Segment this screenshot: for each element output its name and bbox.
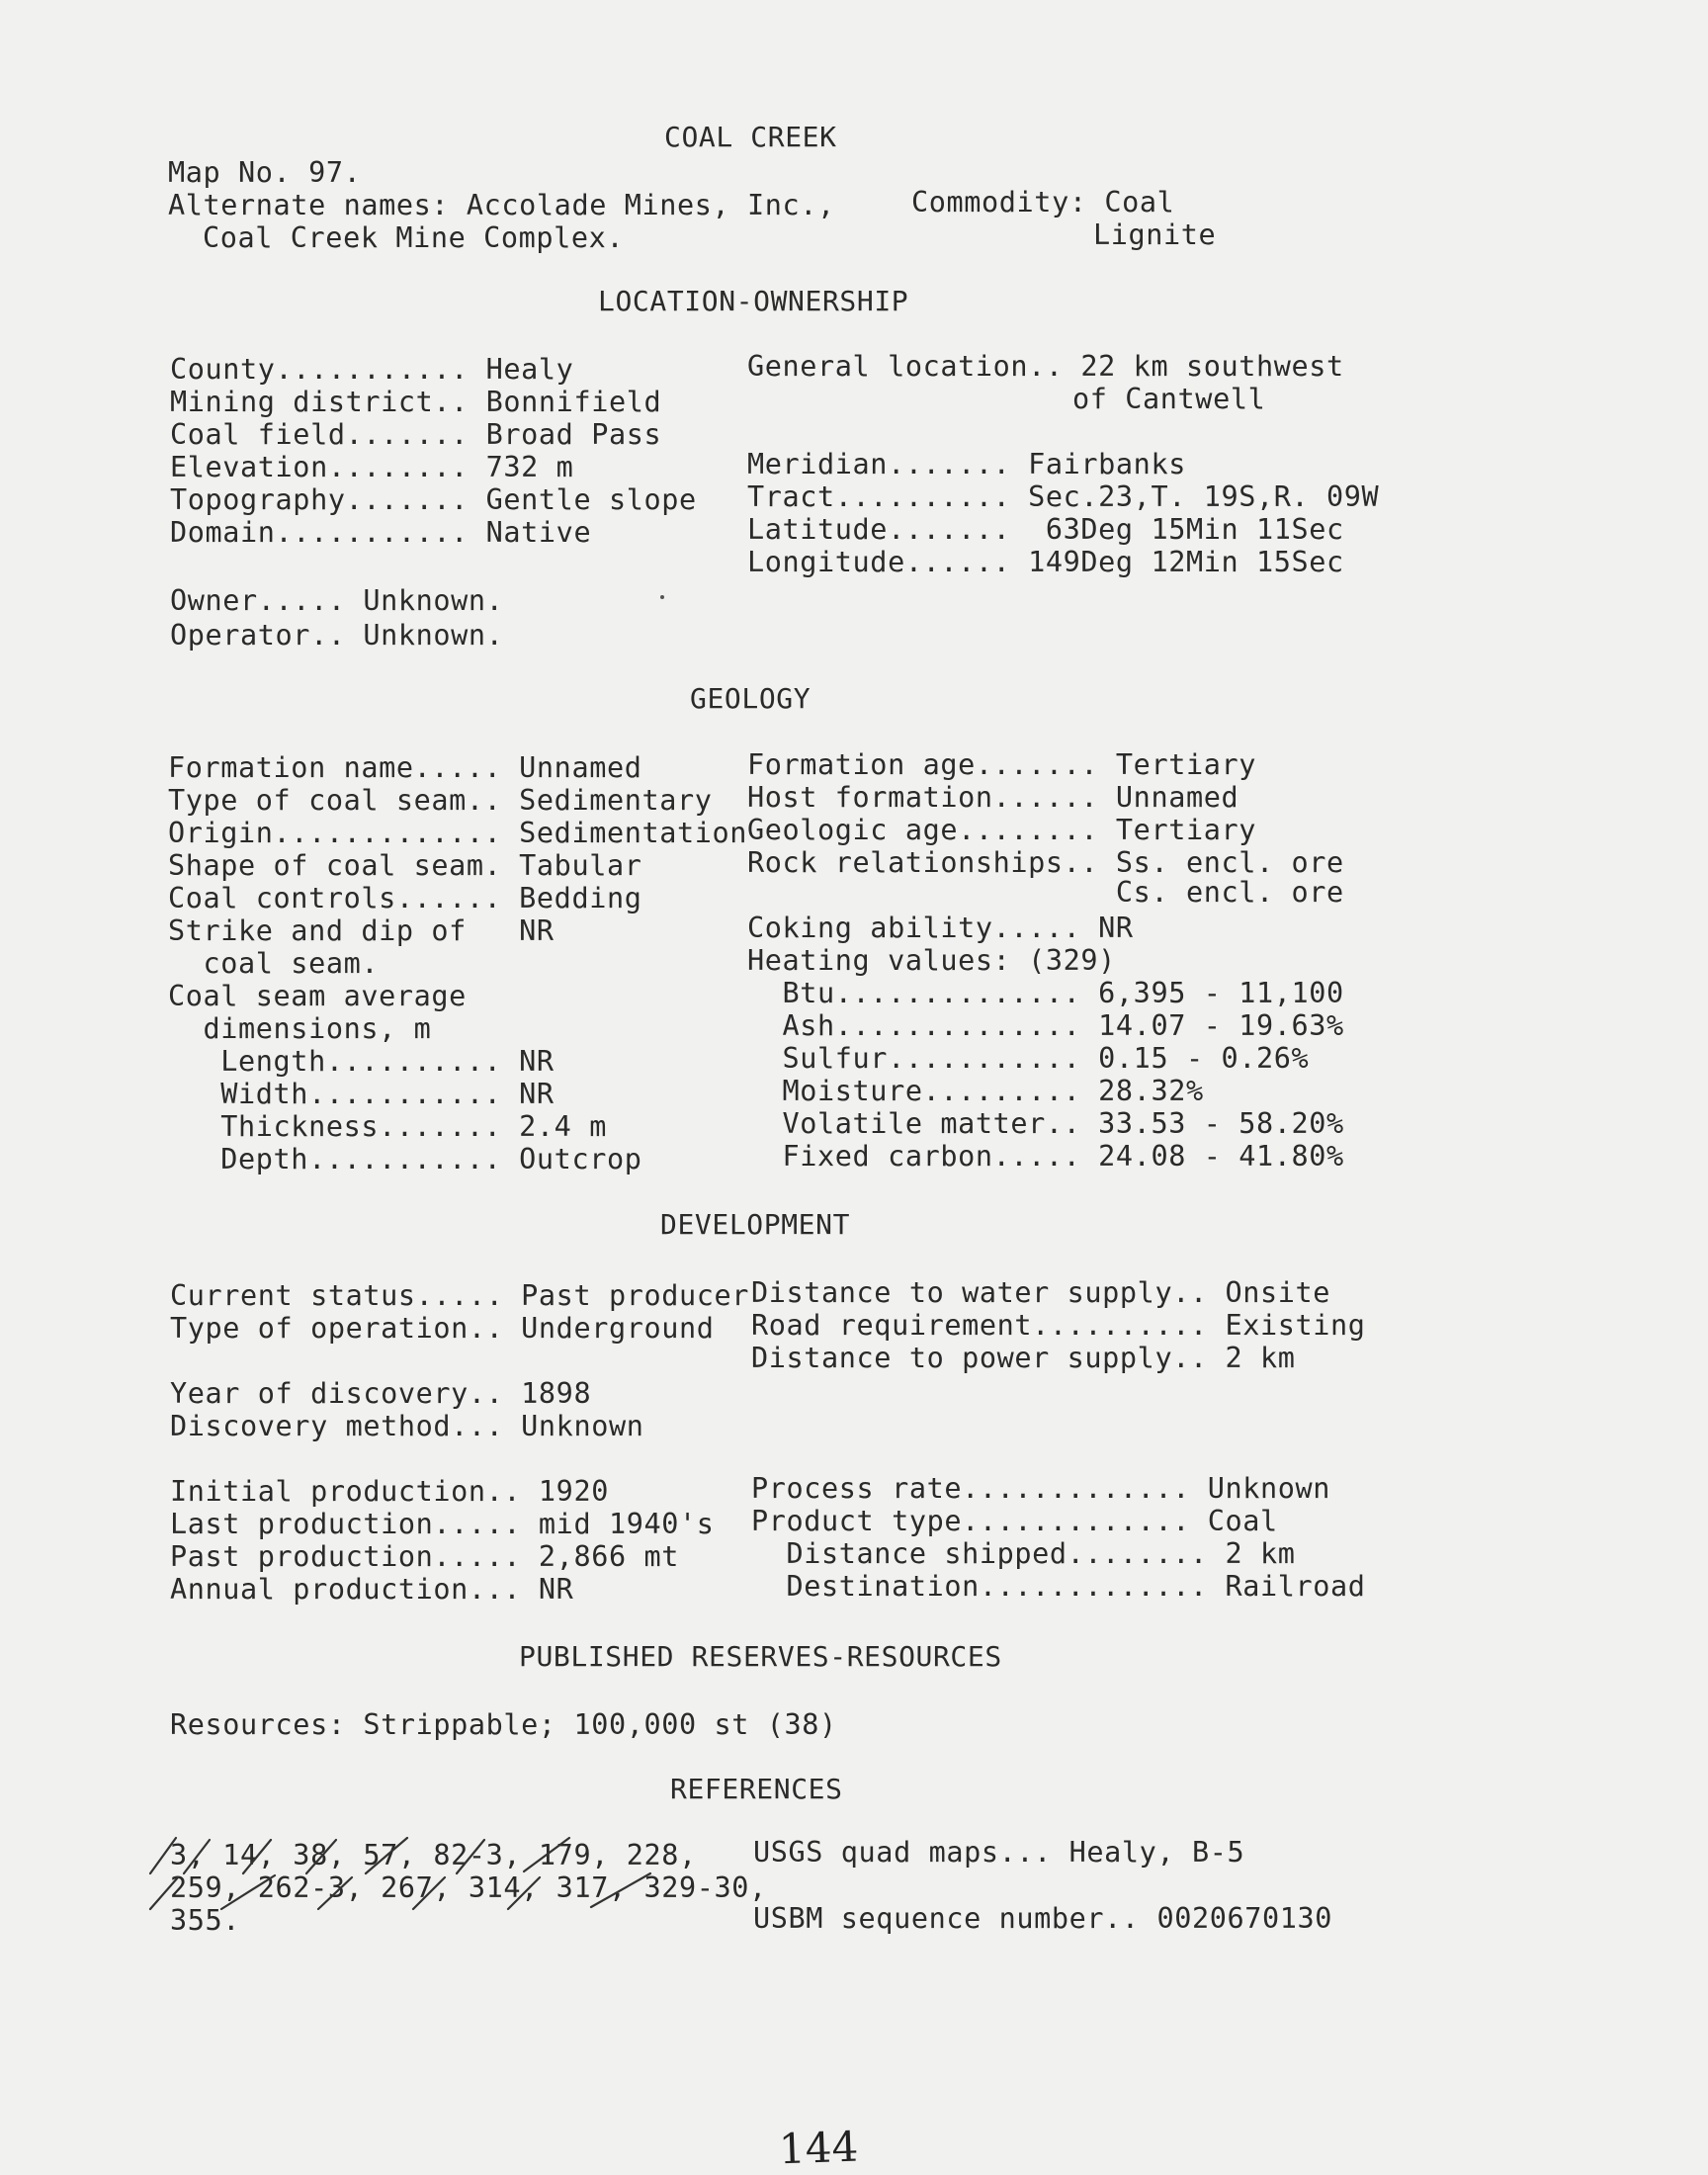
alternate-names-line1: Alternate names: Accolade Mines, Inc.,: [168, 189, 835, 221]
geology-moisture: Moisture......... 28.32%: [747, 1075, 1204, 1107]
map-number: Map No. 97.: [168, 156, 362, 189]
geology-volatile-matter: Volatile matter.. 33.53 - 58.20%: [747, 1107, 1344, 1140]
dev-initial-production: Initial production.. 1920: [170, 1475, 609, 1508]
dev-year-of-discovery: Year of discovery.. 1898: [170, 1377, 592, 1410]
location-coal-field: Coal field....... Broad Pass: [170, 418, 662, 451]
alternate-names-line2: Coal Creek Mine Complex.: [203, 221, 625, 254]
geology-thickness: Thickness....... 2.4 m: [168, 1110, 607, 1143]
dev-type-of-operation: Type of operation.. Underground: [170, 1312, 715, 1345]
references-line2: 259, 262-3, 267, 314, 317, 329-30,: [170, 1871, 767, 1904]
geology-dimensions: dimensions, m: [168, 1012, 432, 1045]
page-number: 144: [778, 2122, 860, 2174]
dev-discovery-method: Discovery method... Unknown: [170, 1410, 644, 1442]
geology-heating-values: Heating values: (329): [747, 944, 1116, 977]
location-general-location-2: of Cantwell: [1072, 383, 1266, 415]
dev-road-requirement: Road requirement.......... Existing: [751, 1309, 1366, 1342]
location-domain: Domain........... Native: [170, 516, 592, 549]
geology-rock-relationships: Rock relationships.. Ss. encl. ore: [747, 846, 1344, 879]
dev-water-supply: Distance to water supply.. Onsite: [751, 1276, 1331, 1309]
geology-sulfur: Sulfur........... 0.15 - 0.26%: [747, 1042, 1310, 1075]
location-general-location: General location.. 22 km southwest: [747, 350, 1344, 383]
location-owner: Owner..... Unknown.: [170, 584, 504, 617]
location-elevation: Elevation........ 732 m: [170, 451, 574, 483]
commodity-line2: Lignite: [1093, 218, 1217, 251]
geology-coking-ability: Coking ability..... NR: [747, 912, 1134, 944]
references-usbm-sequence: USBM sequence number.. 0020670130: [753, 1902, 1333, 1935]
geology-length: Length.......... NR: [168, 1045, 555, 1078]
dev-process-rate: Process rate............. Unknown: [751, 1472, 1331, 1505]
geology-rock-relationships-2: Cs. encl. ore: [747, 876, 1344, 909]
geology-seam-average: Coal seam average: [168, 980, 467, 1012]
geology-depth: Depth........... Outcrop: [168, 1143, 642, 1175]
commodity: Commodity: Coal: [911, 186, 1175, 218]
geology-width: Width........... NR: [168, 1078, 555, 1110]
location-latitude: Latitude....... 63Deg 15Min 11Sec: [747, 513, 1344, 546]
location-county: County........... Healy: [170, 353, 574, 386]
dev-power-supply: Distance to power supply.. 2 km: [751, 1342, 1296, 1374]
dev-destination: Destination............. Railroad: [751, 1570, 1366, 1603]
geology-formation-name: Formation name..... Unnamed: [168, 751, 642, 784]
dev-distance-shipped: Distance shipped........ 2 km: [751, 1537, 1296, 1570]
geology-shape: Shape of coal seam. Tabular: [168, 849, 642, 882]
geology-host-formation: Host formation...... Unnamed: [747, 781, 1239, 814]
geology-type-of-seam: Type of coal seam.. Sedimentary: [168, 784, 713, 817]
geology-origin: Origin............. Sedimentation: [168, 817, 748, 849]
section-heading-development: DEVELOPMENT: [660, 1208, 851, 1241]
location-topography: Topography....... Gentle slope: [170, 483, 697, 516]
location-mining-district: Mining district.. Bonnifield: [170, 386, 662, 418]
section-heading-location: LOCATION-OWNERSHIP: [598, 285, 909, 317]
reserves-resources: Resources: Strippable; 100,000 st (38): [170, 1708, 837, 1741]
speck: [660, 595, 664, 599]
geology-btu: Btu.............. 6,395 - 11,100: [747, 977, 1344, 1009]
geology-formation-age: Formation age....... Tertiary: [747, 748, 1256, 781]
location-longitude: Longitude...... 149Deg 12Min 15Sec: [747, 546, 1344, 578]
geology-fixed-carbon: Fixed carbon..... 24.08 - 41.80%: [747, 1140, 1344, 1173]
section-heading-geology: GEOLOGY: [690, 682, 811, 715]
geology-ash: Ash.............. 14.07 - 19.63%: [747, 1009, 1344, 1042]
dev-current-status: Current status..... Past producer: [170, 1279, 750, 1312]
location-meridian: Meridian....... Fairbanks: [747, 448, 1186, 480]
section-heading-references: REFERENCES: [670, 1773, 843, 1805]
dev-past-production: Past production..... 2,866 mt: [170, 1540, 679, 1573]
geology-strike-dip-2: coal seam.: [168, 947, 380, 980]
geology-strike-dip: Strike and dip of NR: [168, 914, 555, 947]
geology-geologic-age: Geologic age........ Tertiary: [747, 814, 1256, 846]
handwritten-strikethrough-marks: [148, 1834, 741, 1923]
references-quad-maps: USGS quad maps... Healy, B-5: [753, 1836, 1245, 1869]
location-tract: Tract.......... Sec.23,T. 19S,R. 09W: [747, 480, 1380, 513]
references-line1: 3, 14, 38, 57, 82-3, 179, 228,: [170, 1839, 697, 1871]
dev-last-production: Last production..... mid 1940's: [170, 1508, 715, 1540]
geology-coal-controls: Coal controls...... Bedding: [168, 882, 642, 914]
page-title: COAL CREEK: [664, 121, 837, 153]
section-heading-reserves: PUBLISHED RESERVES-RESOURCES: [519, 1640, 1002, 1673]
location-operator: Operator.. Unknown.: [170, 619, 504, 652]
references-line3: 355.: [170, 1904, 241, 1937]
dev-annual-production: Annual production... NR: [170, 1573, 574, 1606]
dev-product-type: Product type............. Coal: [751, 1505, 1278, 1537]
